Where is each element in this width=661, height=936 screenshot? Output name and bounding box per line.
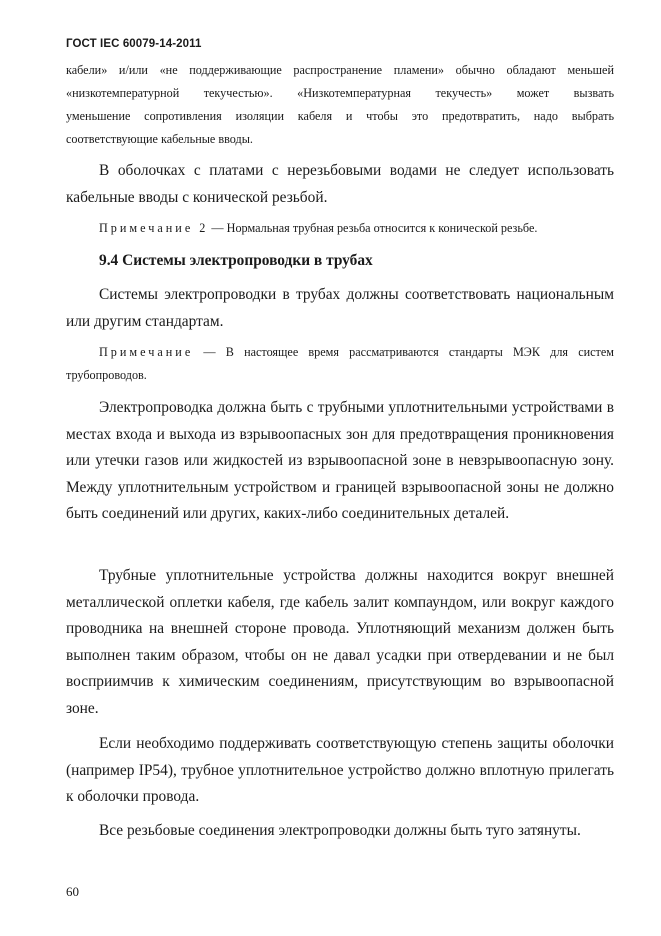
document-page [66, 0, 614, 936]
intro-line-2: «низкотемпературной текучестью». «Низкотемпературная текучесть» может вызвать [66, 86, 614, 100]
paragraph-conical-thread-text: В оболочках с платами с нерезьбовыми водами не следует использовать кабельные вводы с конической резьбой. [66, 162, 614, 206]
note-3-label: Примечание [99, 345, 194, 359]
note-3-dash: — [203, 345, 216, 359]
note-3-text [66, 341, 614, 387]
paragraph-standards-text: Системы электропроводки в трубах должны соответствовать национальным или другим стандартам. [66, 286, 614, 330]
note-3 [66, 341, 614, 387]
document-code: ГОСТ IEC 60079-14-2011 [66, 38, 202, 50]
paragraph-threads [66, 818, 614, 845]
note-2-text [66, 217, 614, 240]
note-2-dash: — [211, 221, 224, 235]
paragraph-standards [66, 282, 614, 335]
paragraph-conical-thread [66, 158, 614, 211]
intro-paragraph [66, 59, 614, 151]
note-2-label: Примечание 2 [99, 221, 209, 235]
intro-line-4: соответствующие кабельные вводы. [66, 132, 253, 146]
intro-line-3: уменьшение сопротивления изоляции кабеля и чтобы это предотвратить, надо выбрать [66, 109, 614, 123]
note-2 [66, 217, 614, 240]
paragraph-sealing [66, 395, 614, 528]
paragraph-sealing-devices [66, 563, 614, 722]
paragraph-sealing-devices-text: Трубные уплотнительные устройства должны находится вокруг внешней металлической оплетки кабеля, где кабель залит компаундом, или вокруг каждого проводника на внешней стороне провода. Уплотняющий механизм должен быть выполнен таким образом, чтобы он не давал усадки при отвердевании и не был восприимчив к химическим соединениям, присутствующим во взрывоопасной зоне. [66, 567, 614, 717]
note-3-body: В настоящее время рассматриваются стандарты МЭК для систем трубопроводов. [66, 345, 614, 382]
intro-line-1: кабели» и/или «не поддерживающие распространение пламени» обычно обладают меньшей [66, 63, 614, 77]
paragraph-sealing-text: Электропроводка должна быть с трубными уплотнительными устройствами в местах входа и выхода из взрывоопасных зон для предотвращения проникновения или утечки газов или жидкостей из взрывоопасной зоне в невзрывоопасную зону. Между уплотнительным устройством и границей взрывоопасной зоны не должно быть соединений или других, каких-либо соединительных деталей. [66, 399, 614, 522]
note-2-body: Нормальная трубная резьба относится к конической резьбе. [226, 221, 538, 235]
paragraph-protection [66, 731, 614, 811]
section-title: 9.4 Системы электропроводки в трубах [99, 252, 373, 269]
paragraph-threads-text: Все резьбовые соединения электропроводки должны быть туго затянуты. [99, 822, 581, 839]
paragraph-protection-text: Если необходимо поддерживать соответствующую степень защиты оболочки (например IP54), трубное уплотнительное устройство должно вплотную прилегать к оболочки провода. [66, 735, 614, 805]
section-heading [66, 248, 614, 274]
page-number: 60 [66, 884, 79, 899]
